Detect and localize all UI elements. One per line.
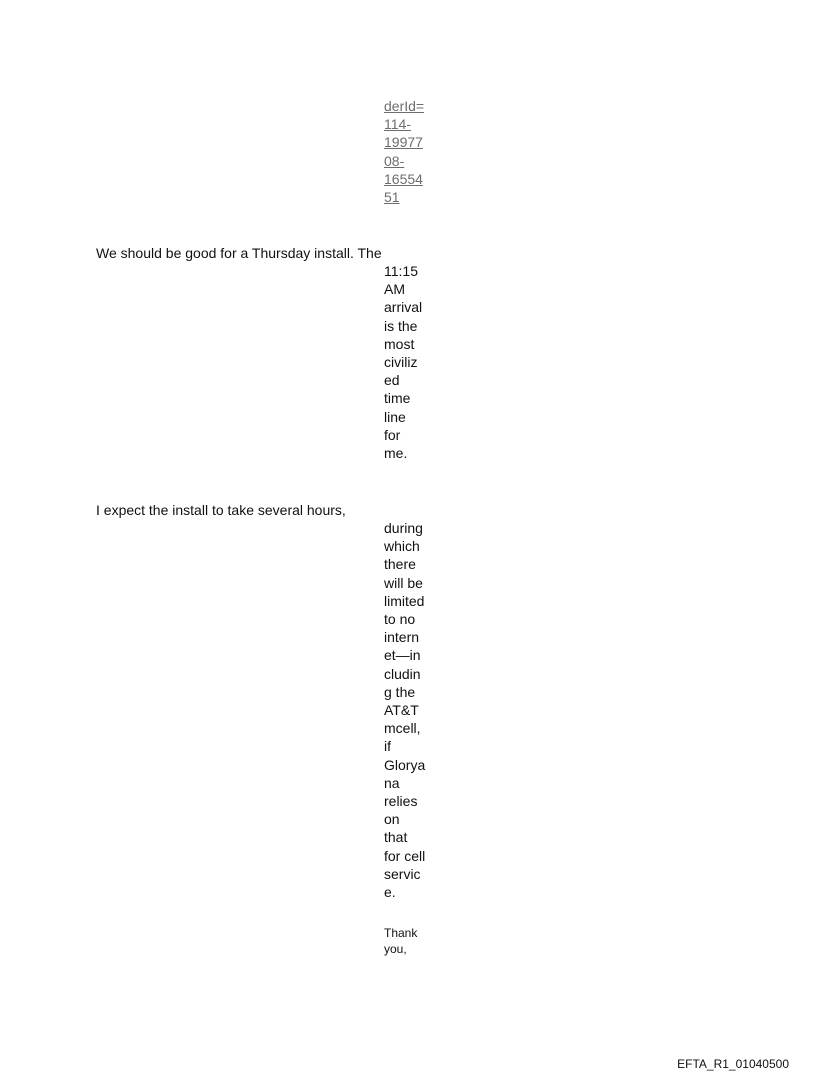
closing-line: Thank <box>384 926 418 940</box>
paragraph1-lead: We should be good for a Thursday install. The <box>96 245 382 261</box>
text-line: during <box>384 520 423 536</box>
text-line: line <box>384 408 406 425</box>
link-line[interactable]: 19977 <box>384 134 423 151</box>
text-line: limited <box>384 592 425 609</box>
closing-line: you, <box>384 942 407 956</box>
text-line: will be <box>384 574 423 591</box>
text-line: is the <box>384 317 418 334</box>
text-line: AM <box>384 281 405 298</box>
text-line: g the <box>384 683 416 700</box>
text-line: cludin <box>384 665 421 682</box>
text-line: na <box>384 774 400 791</box>
text-line: that <box>384 829 408 846</box>
text-line: for cell <box>384 847 426 864</box>
link-line[interactable]: 51 <box>384 189 400 206</box>
text-line: et—in <box>384 647 421 664</box>
link-line[interactable]: 16554 <box>384 170 423 187</box>
text-line: to no <box>384 611 416 628</box>
link-line[interactable]: 114- <box>384 116 411 133</box>
text-line: for <box>384 426 401 443</box>
text-line: Glorya <box>384 756 426 773</box>
text-line: intern <box>384 629 420 646</box>
text-line: time <box>384 390 411 407</box>
paragraph2-column <box>384 519 425 901</box>
text-line: mcell, <box>384 720 421 737</box>
link-line[interactable]: 08- <box>384 152 405 169</box>
text-line: e. <box>384 884 396 901</box>
text-line: 11:15 <box>384 263 418 279</box>
text-line: ed <box>384 372 400 389</box>
text-line: me. <box>384 445 408 462</box>
text-line: which <box>384 538 420 555</box>
link-line[interactable]: derId= <box>384 98 425 114</box>
document-id: EFTA_R1_01040500 <box>677 1057 789 1071</box>
paragraph2-lead: I expect the install to take several hours, <box>96 502 346 518</box>
text-line: AT&T <box>384 702 419 719</box>
order-id-link[interactable] <box>384 97 424 206</box>
text-line: on <box>384 811 400 828</box>
text-line: arrival <box>384 299 423 316</box>
text-line: relies <box>384 793 418 810</box>
text-line: servic <box>384 865 421 882</box>
text-line: there <box>384 556 416 573</box>
paragraph1-column <box>384 262 422 462</box>
text-line: civiliz <box>384 354 418 371</box>
text-line: most <box>384 335 415 352</box>
text-line: if <box>384 738 391 755</box>
closing <box>384 925 417 957</box>
